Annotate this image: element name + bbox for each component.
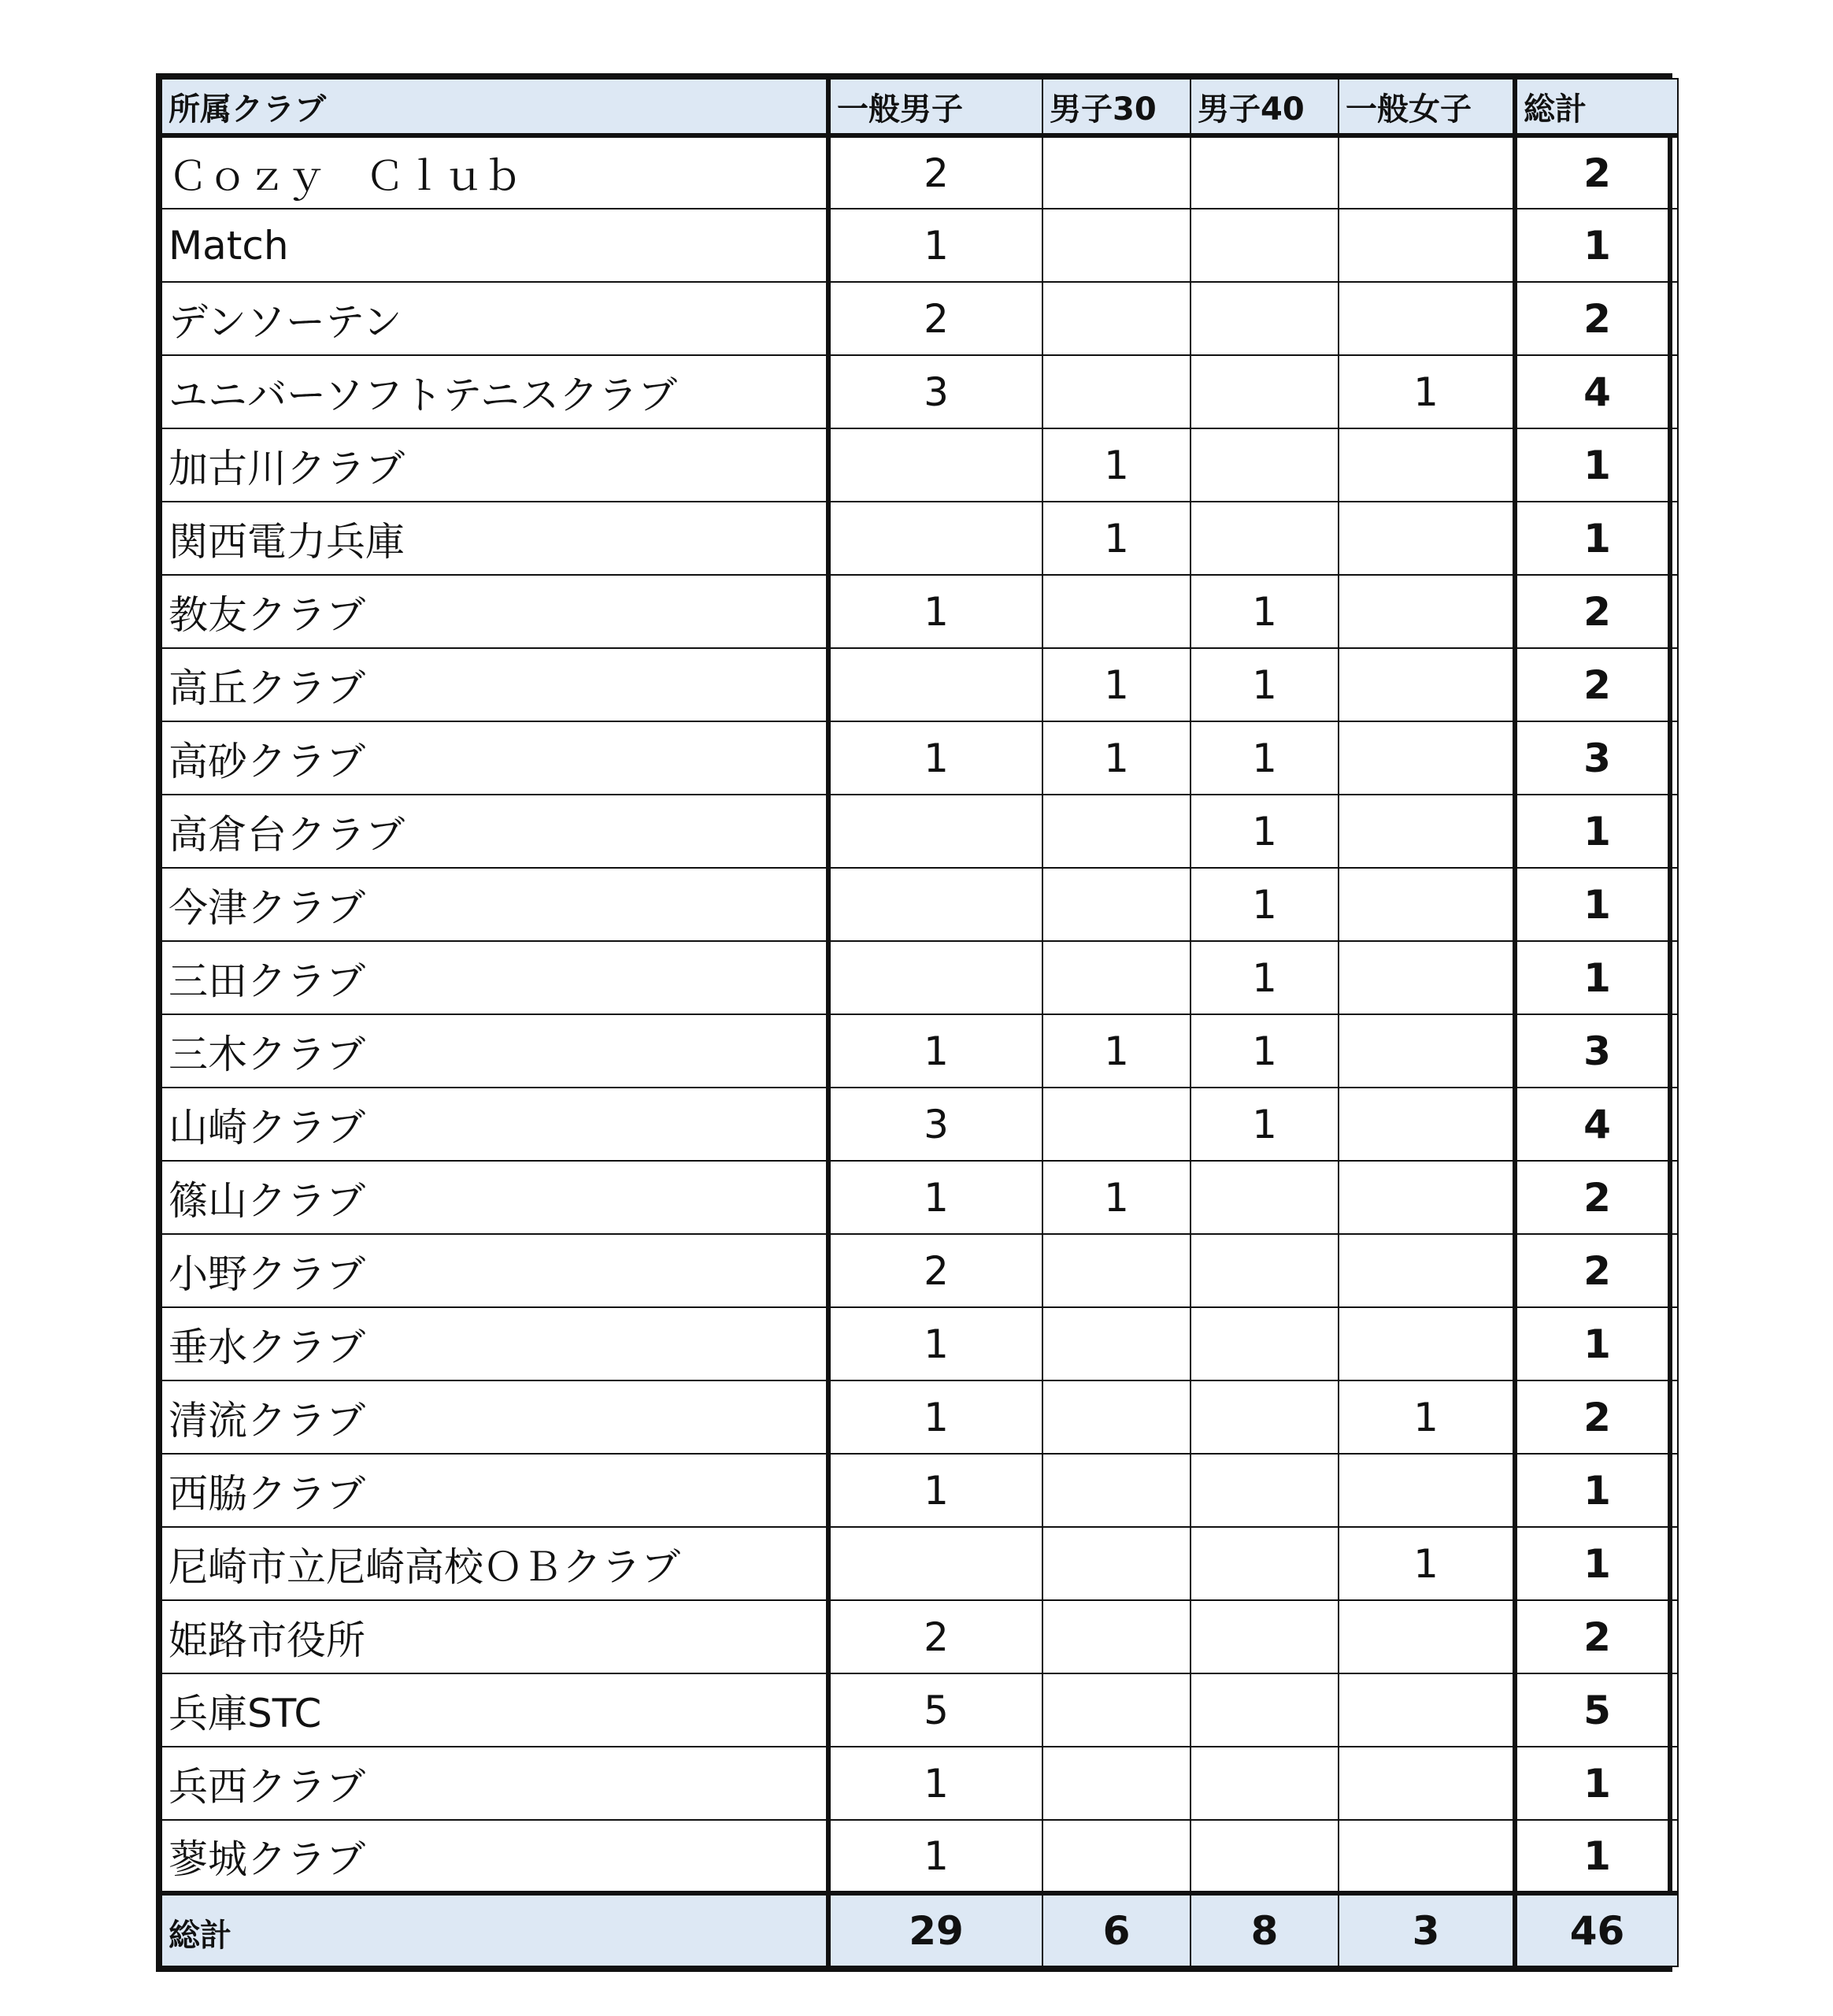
cell-men40: 1: [1191, 648, 1339, 721]
cell-men40: 1: [1191, 795, 1339, 868]
cell-general-men: 3: [828, 1088, 1042, 1161]
cell-club: 高砂クラブ: [161, 721, 828, 795]
cell-general-women: [1339, 1161, 1515, 1234]
cell-men30: 1: [1042, 1161, 1191, 1234]
cell-total: 1: [1515, 1747, 1678, 1820]
cell-general-men: [828, 428, 1042, 502]
cell-men40: [1191, 1673, 1339, 1747]
footer-label: 総計: [161, 1893, 828, 1966]
cell-club: 今津クラブ: [161, 868, 828, 941]
cell-men30: 1: [1042, 648, 1191, 721]
cell-general-men: 2: [828, 282, 1042, 355]
table-row: [161, 1088, 1678, 1161]
cell-general-men: 1: [828, 721, 1042, 795]
cell-total: 2: [1515, 1234, 1678, 1307]
cell-men30: [1042, 1088, 1191, 1161]
cell-club: 篠山クラブ: [161, 1161, 828, 1234]
cell-general-men: 2: [828, 1234, 1042, 1307]
header-club: 所属クラブ: [161, 79, 828, 135]
cell-men40: [1191, 355, 1339, 428]
cell-club: 尼崎市立尼崎高校ＯＢクラブ: [161, 1527, 828, 1600]
cell-club: 西脇クラブ: [161, 1454, 828, 1527]
cell-men30: [1042, 1454, 1191, 1527]
cell-general-men: 2: [828, 135, 1042, 209]
footer-men30: 6: [1042, 1893, 1191, 1966]
cell-men30: [1042, 1234, 1191, 1307]
cell-total: 2: [1515, 1600, 1678, 1673]
cell-men40: 1: [1191, 721, 1339, 795]
cell-total: 2: [1515, 1161, 1678, 1234]
cell-general-women: [1339, 209, 1515, 282]
cell-club: 三木クラブ: [161, 1014, 828, 1088]
cell-general-women: [1339, 575, 1515, 648]
cell-men30: [1042, 1820, 1191, 1893]
cell-men40: [1191, 1234, 1339, 1307]
cell-men40: [1191, 1454, 1339, 1527]
table-row: [161, 1014, 1678, 1088]
cell-total: 1: [1515, 1820, 1678, 1893]
cell-men30: [1042, 1527, 1191, 1600]
cell-men30: [1042, 1307, 1191, 1380]
cell-men40: [1191, 1600, 1339, 1673]
entry-count-table: [161, 78, 1679, 1967]
cell-men30: [1042, 355, 1191, 428]
cell-general-men: 2: [828, 1600, 1042, 1673]
table-row: [161, 1234, 1678, 1307]
cell-general-women: [1339, 868, 1515, 941]
cell-men40: [1191, 1307, 1339, 1380]
cell-general-women: [1339, 282, 1515, 355]
cell-general-women: [1339, 1234, 1515, 1307]
table-row: [161, 355, 1678, 428]
cell-men40: [1191, 502, 1339, 575]
table-row: [161, 1820, 1678, 1893]
cell-men40: [1191, 1527, 1339, 1600]
cell-general-women: [1339, 648, 1515, 721]
cell-general-men: 1: [828, 1014, 1042, 1088]
footer-total: 46: [1515, 1893, 1678, 1966]
footer-row: [161, 1893, 1678, 1966]
table-body: [161, 135, 1678, 1893]
cell-men40: [1191, 1380, 1339, 1454]
footer-general-men: 29: [828, 1893, 1042, 1966]
header-general-women: 一般女子: [1339, 79, 1515, 135]
cell-general-men: 5: [828, 1673, 1042, 1747]
cell-men30: [1042, 795, 1191, 868]
header-total: 総計: [1515, 79, 1678, 135]
cell-total: 1: [1515, 868, 1678, 941]
cell-general-women: [1339, 721, 1515, 795]
cell-men30: 1: [1042, 721, 1191, 795]
cell-general-men: [828, 941, 1042, 1014]
cell-club: 高丘クラブ: [161, 648, 828, 721]
cell-men40: 1: [1191, 868, 1339, 941]
cell-total: 1: [1515, 1527, 1678, 1600]
cell-general-men: [828, 868, 1042, 941]
table-row: [161, 721, 1678, 795]
table-row: [161, 1307, 1678, 1380]
cell-men30: [1042, 282, 1191, 355]
cell-men40: [1191, 1747, 1339, 1820]
cell-general-men: 1: [828, 1747, 1042, 1820]
cell-general-men: 1: [828, 1454, 1042, 1527]
cell-general-men: 3: [828, 355, 1042, 428]
cell-club: Match: [161, 209, 828, 282]
table-row: [161, 1454, 1678, 1527]
table-row: [161, 1747, 1678, 1820]
cell-men30: 1: [1042, 502, 1191, 575]
cell-total: 3: [1515, 1014, 1678, 1088]
cell-men40: 1: [1191, 941, 1339, 1014]
cell-general-women: [1339, 795, 1515, 868]
cell-club: 加古川クラブ: [161, 428, 828, 502]
cell-men40: [1191, 1820, 1339, 1893]
cell-general-women: [1339, 428, 1515, 502]
cell-general-women: [1339, 941, 1515, 1014]
cell-club: 蓼城クラブ: [161, 1820, 828, 1893]
table-row: [161, 428, 1678, 502]
cell-general-men: 1: [828, 1161, 1042, 1234]
cell-total: 4: [1515, 355, 1678, 428]
cell-club: Ｃｏｚｙ Ｃｌｕｂ: [161, 135, 828, 209]
cell-total: 3: [1515, 721, 1678, 795]
table-row: [161, 1673, 1678, 1747]
cell-general-men: [828, 1527, 1042, 1600]
cell-club: 高倉台クラブ: [161, 795, 828, 868]
cell-general-women: [1339, 1088, 1515, 1161]
table-row: [161, 1161, 1678, 1234]
table-row: [161, 1600, 1678, 1673]
cell-general-women: 1: [1339, 1527, 1515, 1600]
cell-total: 2: [1515, 648, 1678, 721]
footer-men40: 8: [1191, 1893, 1339, 1966]
cell-men40: 1: [1191, 1014, 1339, 1088]
cell-men40: 1: [1191, 1088, 1339, 1161]
table-row: [161, 502, 1678, 575]
cell-total: 1: [1515, 1307, 1678, 1380]
cell-total: 1: [1515, 795, 1678, 868]
cell-total: 2: [1515, 1380, 1678, 1454]
cell-total: 1: [1515, 209, 1678, 282]
cell-total: 4: [1515, 1088, 1678, 1161]
cell-men40: [1191, 428, 1339, 502]
cell-men30: [1042, 1673, 1191, 1747]
footer-general-women: 3: [1339, 1893, 1515, 1966]
cell-men40: 1: [1191, 575, 1339, 648]
cell-men40: [1191, 1161, 1339, 1234]
table-row: [161, 1380, 1678, 1454]
cell-club: 山崎クラブ: [161, 1088, 828, 1161]
entry-count-table-frame: [156, 73, 1672, 1972]
cell-general-men: [828, 502, 1042, 575]
cell-club: 教友クラブ: [161, 575, 828, 648]
cell-general-men: 1: [828, 1820, 1042, 1893]
cell-club: 関西電力兵庫: [161, 502, 828, 575]
cell-men30: 1: [1042, 428, 1191, 502]
table-row: [161, 575, 1678, 648]
cell-total: 1: [1515, 428, 1678, 502]
cell-total: 1: [1515, 502, 1678, 575]
cell-total: 1: [1515, 941, 1678, 1014]
header-general-men: 一般男子: [828, 79, 1042, 135]
cell-men30: 1: [1042, 1014, 1191, 1088]
table-row: [161, 282, 1678, 355]
cell-total: 2: [1515, 135, 1678, 209]
cell-club: 姫路市役所: [161, 1600, 828, 1673]
cell-club: 三田クラブ: [161, 941, 828, 1014]
cell-general-men: 1: [828, 209, 1042, 282]
header-row: [161, 79, 1678, 135]
cell-club: 清流クラブ: [161, 1380, 828, 1454]
cell-general-men: 1: [828, 575, 1042, 648]
cell-general-women: [1339, 1747, 1515, 1820]
cell-general-men: 1: [828, 1307, 1042, 1380]
cell-general-women: 1: [1339, 1380, 1515, 1454]
cell-club: デンソーテン: [161, 282, 828, 355]
cell-men30: [1042, 209, 1191, 282]
table-row: [161, 648, 1678, 721]
cell-total: 5: [1515, 1673, 1678, 1747]
cell-men30: [1042, 135, 1191, 209]
cell-general-men: [828, 795, 1042, 868]
cell-men30: [1042, 941, 1191, 1014]
cell-general-women: [1339, 1600, 1515, 1673]
cell-men30: [1042, 575, 1191, 648]
cell-general-women: [1339, 1820, 1515, 1893]
cell-general-men: 1: [828, 1380, 1042, 1454]
cell-general-women: 1: [1339, 355, 1515, 428]
cell-general-women: [1339, 1673, 1515, 1747]
cell-men30: [1042, 1380, 1191, 1454]
cell-men40: [1191, 135, 1339, 209]
cell-general-men: [828, 648, 1042, 721]
cell-men40: [1191, 282, 1339, 355]
table-row: [161, 135, 1678, 209]
cell-total: 1: [1515, 1454, 1678, 1527]
cell-general-women: [1339, 1454, 1515, 1527]
table-row: [161, 1527, 1678, 1600]
header-men30: 男子30: [1042, 79, 1191, 135]
table-row: [161, 868, 1678, 941]
cell-general-women: [1339, 135, 1515, 209]
cell-club: 兵西クラブ: [161, 1747, 828, 1820]
cell-men30: [1042, 868, 1191, 941]
cell-total: 2: [1515, 282, 1678, 355]
cell-club: ユニバーソフトテニスクラブ: [161, 355, 828, 428]
cell-men30: [1042, 1600, 1191, 1673]
table-row: [161, 795, 1678, 868]
table-row: [161, 941, 1678, 1014]
header-men40: 男子40: [1191, 79, 1339, 135]
cell-general-women: [1339, 1014, 1515, 1088]
cell-club: 兵庫STC: [161, 1673, 828, 1747]
cell-general-women: [1339, 502, 1515, 575]
table-row: [161, 209, 1678, 282]
cell-general-women: [1339, 1307, 1515, 1380]
cell-club: 垂水クラブ: [161, 1307, 828, 1380]
cell-total: 2: [1515, 575, 1678, 648]
cell-men30: [1042, 1747, 1191, 1820]
cell-club: 小野クラブ: [161, 1234, 828, 1307]
cell-men40: [1191, 209, 1339, 282]
